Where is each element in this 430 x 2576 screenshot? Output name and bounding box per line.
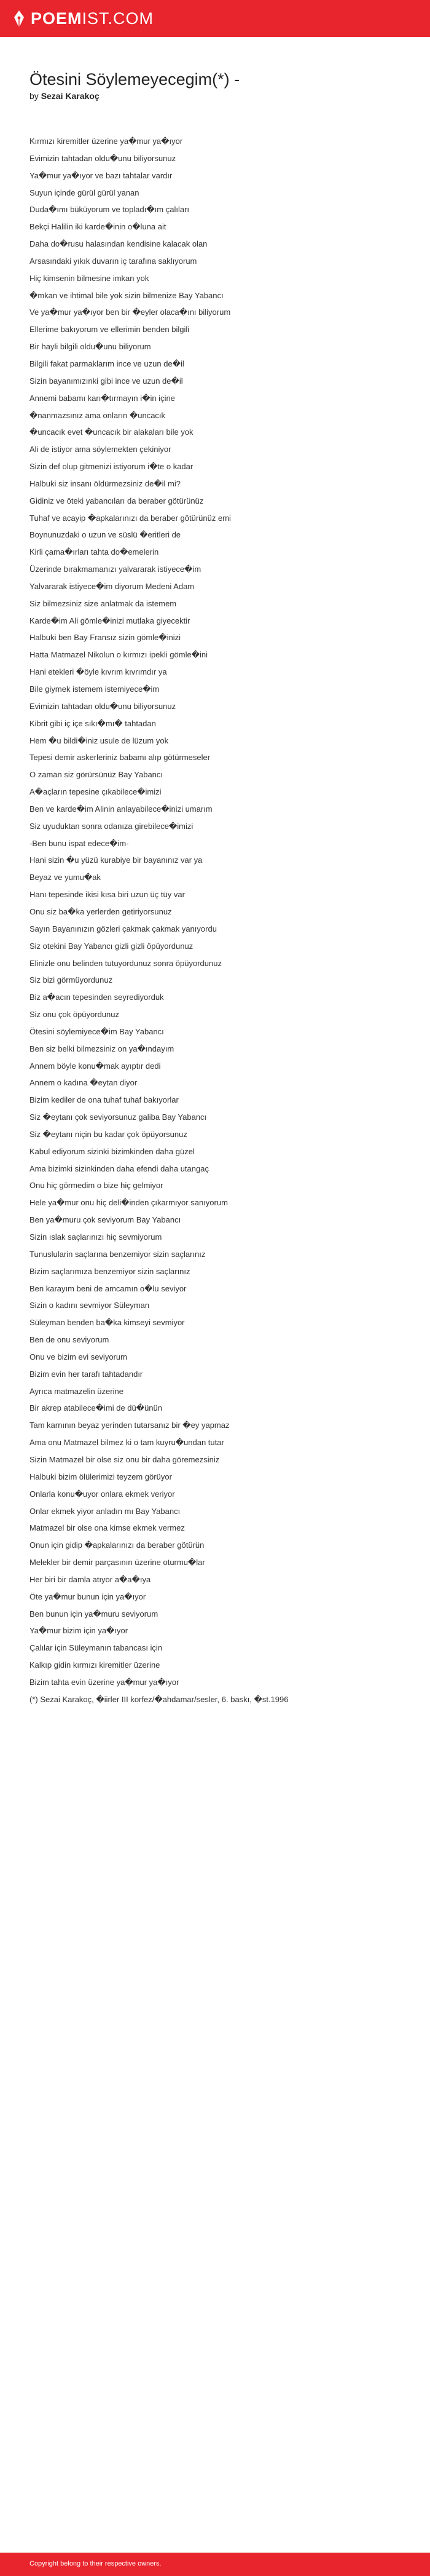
poem-line: Kibrit gibi iç içe sıkı�mı� tahtadan bbox=[29, 718, 156, 728]
poem-line: Bir hayli bilgili oldu�unu biliyorum bbox=[29, 342, 151, 352]
poem-line: Gidiniz ve öteki yabancıları da beraber götürünüz bbox=[29, 496, 204, 505]
poem-line: Sizin bayanımızınki gibi ince ve uzun de�il bbox=[29, 376, 183, 386]
poem-line: Hem �u bildi�iniz usule de lüzum yok bbox=[29, 735, 169, 745]
poem-line: Boynunuzdaki o uzun ve süslü �eritleri de bbox=[29, 530, 181, 540]
poem-line: �nanmazsınız ama onların �uncacık bbox=[29, 410, 166, 420]
poem-line: Bizim kediler de ona tuhaf tuhaf bakıyorlar bbox=[29, 1095, 179, 1105]
poem-line: Sizin Matmazel bir olse siz onu bir daha göremezsiniz bbox=[29, 1454, 220, 1464]
poem-line: �mkan ve ihtimal bile yok sizin bilmenize Bay Yabancı bbox=[29, 290, 224, 300]
poem-line: Tunuslularin saçlarına benzemiyor sizin saçlarınız bbox=[29, 1249, 206, 1259]
poem-line: Matmazel bir olse ona kimse ekmek vermez bbox=[29, 1523, 185, 1533]
poem-line: Beyaz ve yumu�ak bbox=[29, 873, 101, 882]
poem-line: Bekçi Halilin iki karde�inin o�luna ait bbox=[29, 222, 166, 232]
poem-line: Ama bizimki sizinkinden daha efendi daha utangaç bbox=[29, 1163, 209, 1173]
pen-nib-icon bbox=[12, 10, 26, 27]
poem-line: Bile giymek istemem istemiyece�im bbox=[29, 684, 160, 694]
poem-line: �uncacık evet �uncacık bir alakaları bile yok bbox=[29, 427, 194, 437]
poem-line: Suyun içinde gürül gürül yanan bbox=[29, 188, 139, 197]
poem-line: Siz bilmezsiniz size anlatmak da istemem bbox=[29, 598, 177, 608]
poem-line: Hani etekleri �öyle kıvrım kıvrımdır ya bbox=[29, 667, 167, 677]
poem-line: Tam karnının beyaz yerinden tutarsanız bir �ey yapmaz bbox=[29, 1421, 230, 1430]
poem-line: O zaman siz görürsünüz Bay Yabancı bbox=[29, 770, 163, 780]
poem-line: Kabul ediyorum sizinki bizimkinden daha güzel bbox=[29, 1146, 195, 1156]
poem-line: Ya�mur bizim için ya�ıyor bbox=[29, 1626, 128, 1636]
poem-body bbox=[29, 133, 401, 1705]
author-link[interactable]: Sezai Karakoç bbox=[41, 91, 100, 101]
poem-line: Sizin ıslak saçlarınızı hiç sevmiyorum bbox=[29, 1232, 162, 1242]
poem-line: Hiç kimsenin bilmesine imkan yok bbox=[29, 273, 149, 283]
poem-line: -Ben bunu ispat edece�im- bbox=[29, 838, 129, 848]
poem-line: Süleyman benden ba�ka kimseyi sevmiyor bbox=[29, 1318, 185, 1328]
poem-line: Çalılar için Süleymanın tabancası için bbox=[29, 1643, 163, 1653]
poem-line: Halbuki bizim ölülerimizi teyzem görüyor bbox=[29, 1472, 172, 1481]
site-header bbox=[0, 0, 430, 37]
poem-line: Sayın Bayanınızın gözleri çakmak çakmak yanıyordu bbox=[29, 924, 217, 933]
poem-line: Hatta Matmazel Nikolun o kırmızı ipekli gömle�ini bbox=[29, 650, 208, 660]
poem-line: Üzerinde bırakmamanızı yalvararak istiyece�im bbox=[29, 565, 201, 574]
poem-line: Ama onu Matmazel bilmez ki o tam kuyru�undan tutar bbox=[29, 1438, 224, 1448]
poem-line: Ben de onu seviyorum bbox=[29, 1335, 109, 1345]
poem-footnote: (*) Sezai Karakoç, �iirler III korfez/�ahdamar/sesler, 6. baskı, �st.1996 bbox=[29, 1694, 289, 1704]
poem-line: Tuhaf ve acayip �apkalarınızı da beraber götürünüz emi bbox=[29, 513, 231, 523]
site-logo[interactable] bbox=[12, 9, 154, 28]
poem-line: Evimizin tahtadan oldu�unu biliyorsunuz bbox=[29, 153, 176, 163]
poem-line: Kırmızı kiremitler üzerine ya�mur ya�ıyor bbox=[29, 137, 183, 146]
poem-line: Tepesi demir askerleriniz babamı alıp götürmeseler bbox=[29, 753, 211, 763]
poem-line: Ya�mur ya�ıyor ve bazı tahtalar vardır bbox=[29, 170, 173, 180]
poem-line: Her biri bir damla atıyor a�a�ıya bbox=[29, 1574, 151, 1584]
poem-line: Annemi babamı karı�tırmayın i�in içine bbox=[29, 393, 175, 403]
poem-line: Ali de istiyor ama söylemekten çekiniyor bbox=[29, 445, 171, 454]
poem-line: Siz uyuduktan sonra odanıza girebilece�imizi bbox=[29, 821, 194, 831]
poem-line: Ötesini söylemiyece�im Bay Yabancı bbox=[29, 1026, 164, 1036]
poem-line: Bir akrep atabilece�imi de dü�ünün bbox=[29, 1403, 162, 1413]
poem-line: Hanı tepesinde ikisi kısa biri uzun üç tüy var bbox=[29, 890, 185, 900]
poem-line: Sizin o kadını sevmiyor Süleyman bbox=[29, 1301, 150, 1310]
poem-line: Kirli çama�ırları tahta do�emelerin bbox=[29, 547, 159, 557]
poem-heading bbox=[29, 69, 401, 101]
poem-line: Daha do�rusu halasından kendisine kalacak olan bbox=[29, 239, 208, 249]
poem-line: A�açların tepesine çıkabilece�imizi bbox=[29, 787, 162, 797]
poem-line: Duda�ımı büküyorum ve topladı�ım çalıları bbox=[29, 205, 190, 215]
poem-line: Bilgili fakat parmaklarım ince ve uzun de�il bbox=[29, 359, 184, 368]
poem-line: Halbuki siz insanı öldürmezsiniz de�il mi? bbox=[29, 478, 181, 488]
poem-line: Annem o kadına �eytan diyor bbox=[29, 1078, 138, 1088]
poem-line: Ben karayım beni de amcamın o�lu seviyor bbox=[29, 1283, 187, 1293]
poem-line: Ben bunun için ya�muru seviyorum bbox=[29, 1609, 158, 1619]
copyright-notice: Copyright belong to their respective owners. bbox=[29, 2560, 162, 2567]
poem-title: Ötesini Söylemeyecegim(*) - bbox=[29, 70, 240, 89]
poem-line: Evimizin tahtadan oldu�unu biliyorsunuz bbox=[29, 701, 176, 711]
poem-line: Onun için gidip �apkalarınızı da beraber götürün bbox=[29, 1540, 205, 1550]
poem-line: Siz otekini Bay Yabancı gizli gizli öpüyordunuz bbox=[29, 941, 194, 951]
poem-line: Bizim tahta evin üzerine ya�mur ya�ıyor bbox=[29, 1677, 179, 1687]
poem-line: Hani sizin �u yüzü kurabiye bir bayanınız var ya bbox=[29, 855, 203, 865]
poem-line: Yalvararak istiyece�im diyorum Medeni Adam bbox=[29, 581, 195, 591]
by-label: by bbox=[29, 91, 39, 101]
poem-line: Ben siz belki bilmezsiniz on ya�ındayım bbox=[29, 1044, 174, 1053]
poem-line: Biz a�acın tepesinden seyrediyorduk bbox=[29, 993, 164, 1002]
poem-line: Onlarla konu�uyor onlara ekmek veriyor bbox=[29, 1489, 175, 1499]
poem-line: Onu hiç görmedim o bize hiç gelmiyor bbox=[29, 1181, 163, 1191]
poem-line: Sizin def olup gitmenizi istiyorum i�te o kadar bbox=[29, 462, 194, 472]
byline bbox=[29, 91, 401, 101]
poem-line: Melekler bir demir parçasının üzerine oturmu�lar bbox=[29, 1558, 205, 1567]
poem-line: Onu ve bizim evi seviyorum bbox=[29, 1352, 127, 1361]
poem-line: Onlar ekmek yiyor anladın mı Bay Yabancı bbox=[29, 1506, 181, 1516]
poem-line: Ayrıca matmazelin üzerine bbox=[29, 1386, 123, 1396]
poem-line: Arsasındaki yıkık duvarın iç tarafına saklıyorum bbox=[29, 256, 197, 266]
poem-line: Siz bizi görmüyordunuz bbox=[29, 975, 113, 985]
poem-line: Siz onu çok öpüyordunuz bbox=[29, 1010, 119, 1020]
poem-line: Elinizle onu belinden tutuyordunuz sonra öpüyordunuz bbox=[29, 958, 222, 968]
poem-line: Ellerime bakıyorum ve ellerimin benden bilgili bbox=[29, 325, 190, 335]
poem-line: Hele ya�mur onu hiç deli�inden çıkarmıyor sanıyorum bbox=[29, 1198, 228, 1208]
poem-line: Ben ve karde�im Alinin anlayabilece�inizi umarım bbox=[29, 804, 213, 814]
site-footer bbox=[0, 2553, 430, 2576]
poem-line: Ben ya�muru çok seviyorum Bay Yabancı bbox=[29, 1215, 181, 1225]
poem-line: Halbuki ben Bay Fransız sizin gömle�inizi bbox=[29, 633, 181, 643]
poem-line: Siz �eytanı niçin bu kadar çok öpüyorsunuz bbox=[29, 1129, 187, 1139]
poem-line: Bizim evin her tarafı tahtadandır bbox=[29, 1369, 143, 1379]
poem-line: Kalkıp gidin kırmızı kiremitler üzerine bbox=[29, 1660, 160, 1670]
poem-line: Bizim saçlarımıza benzemiyor sizin saçlarınız bbox=[29, 1266, 190, 1276]
poem-line: Annem böyle konu�mak ayıptır dedi bbox=[29, 1061, 161, 1071]
poem-line: Onu siz ba�ka yerlerden getiriyorsunuz bbox=[29, 906, 172, 916]
poem-line: Öte ya�mur bunun için ya�ıyor bbox=[29, 1591, 146, 1601]
poem-line: Siz �eytanı çok seviyorsunuz galiba Bay Yabancı bbox=[29, 1112, 207, 1122]
poem-line: Ve ya�mur ya�ıyor ben bir �eyler olaca�ını biliyorum bbox=[29, 307, 231, 317]
poem-line: Karde�im Ali gömle�inizi mutlaka giyecektir bbox=[29, 616, 190, 625]
brand-name: POEMIST.COM bbox=[31, 9, 154, 28]
